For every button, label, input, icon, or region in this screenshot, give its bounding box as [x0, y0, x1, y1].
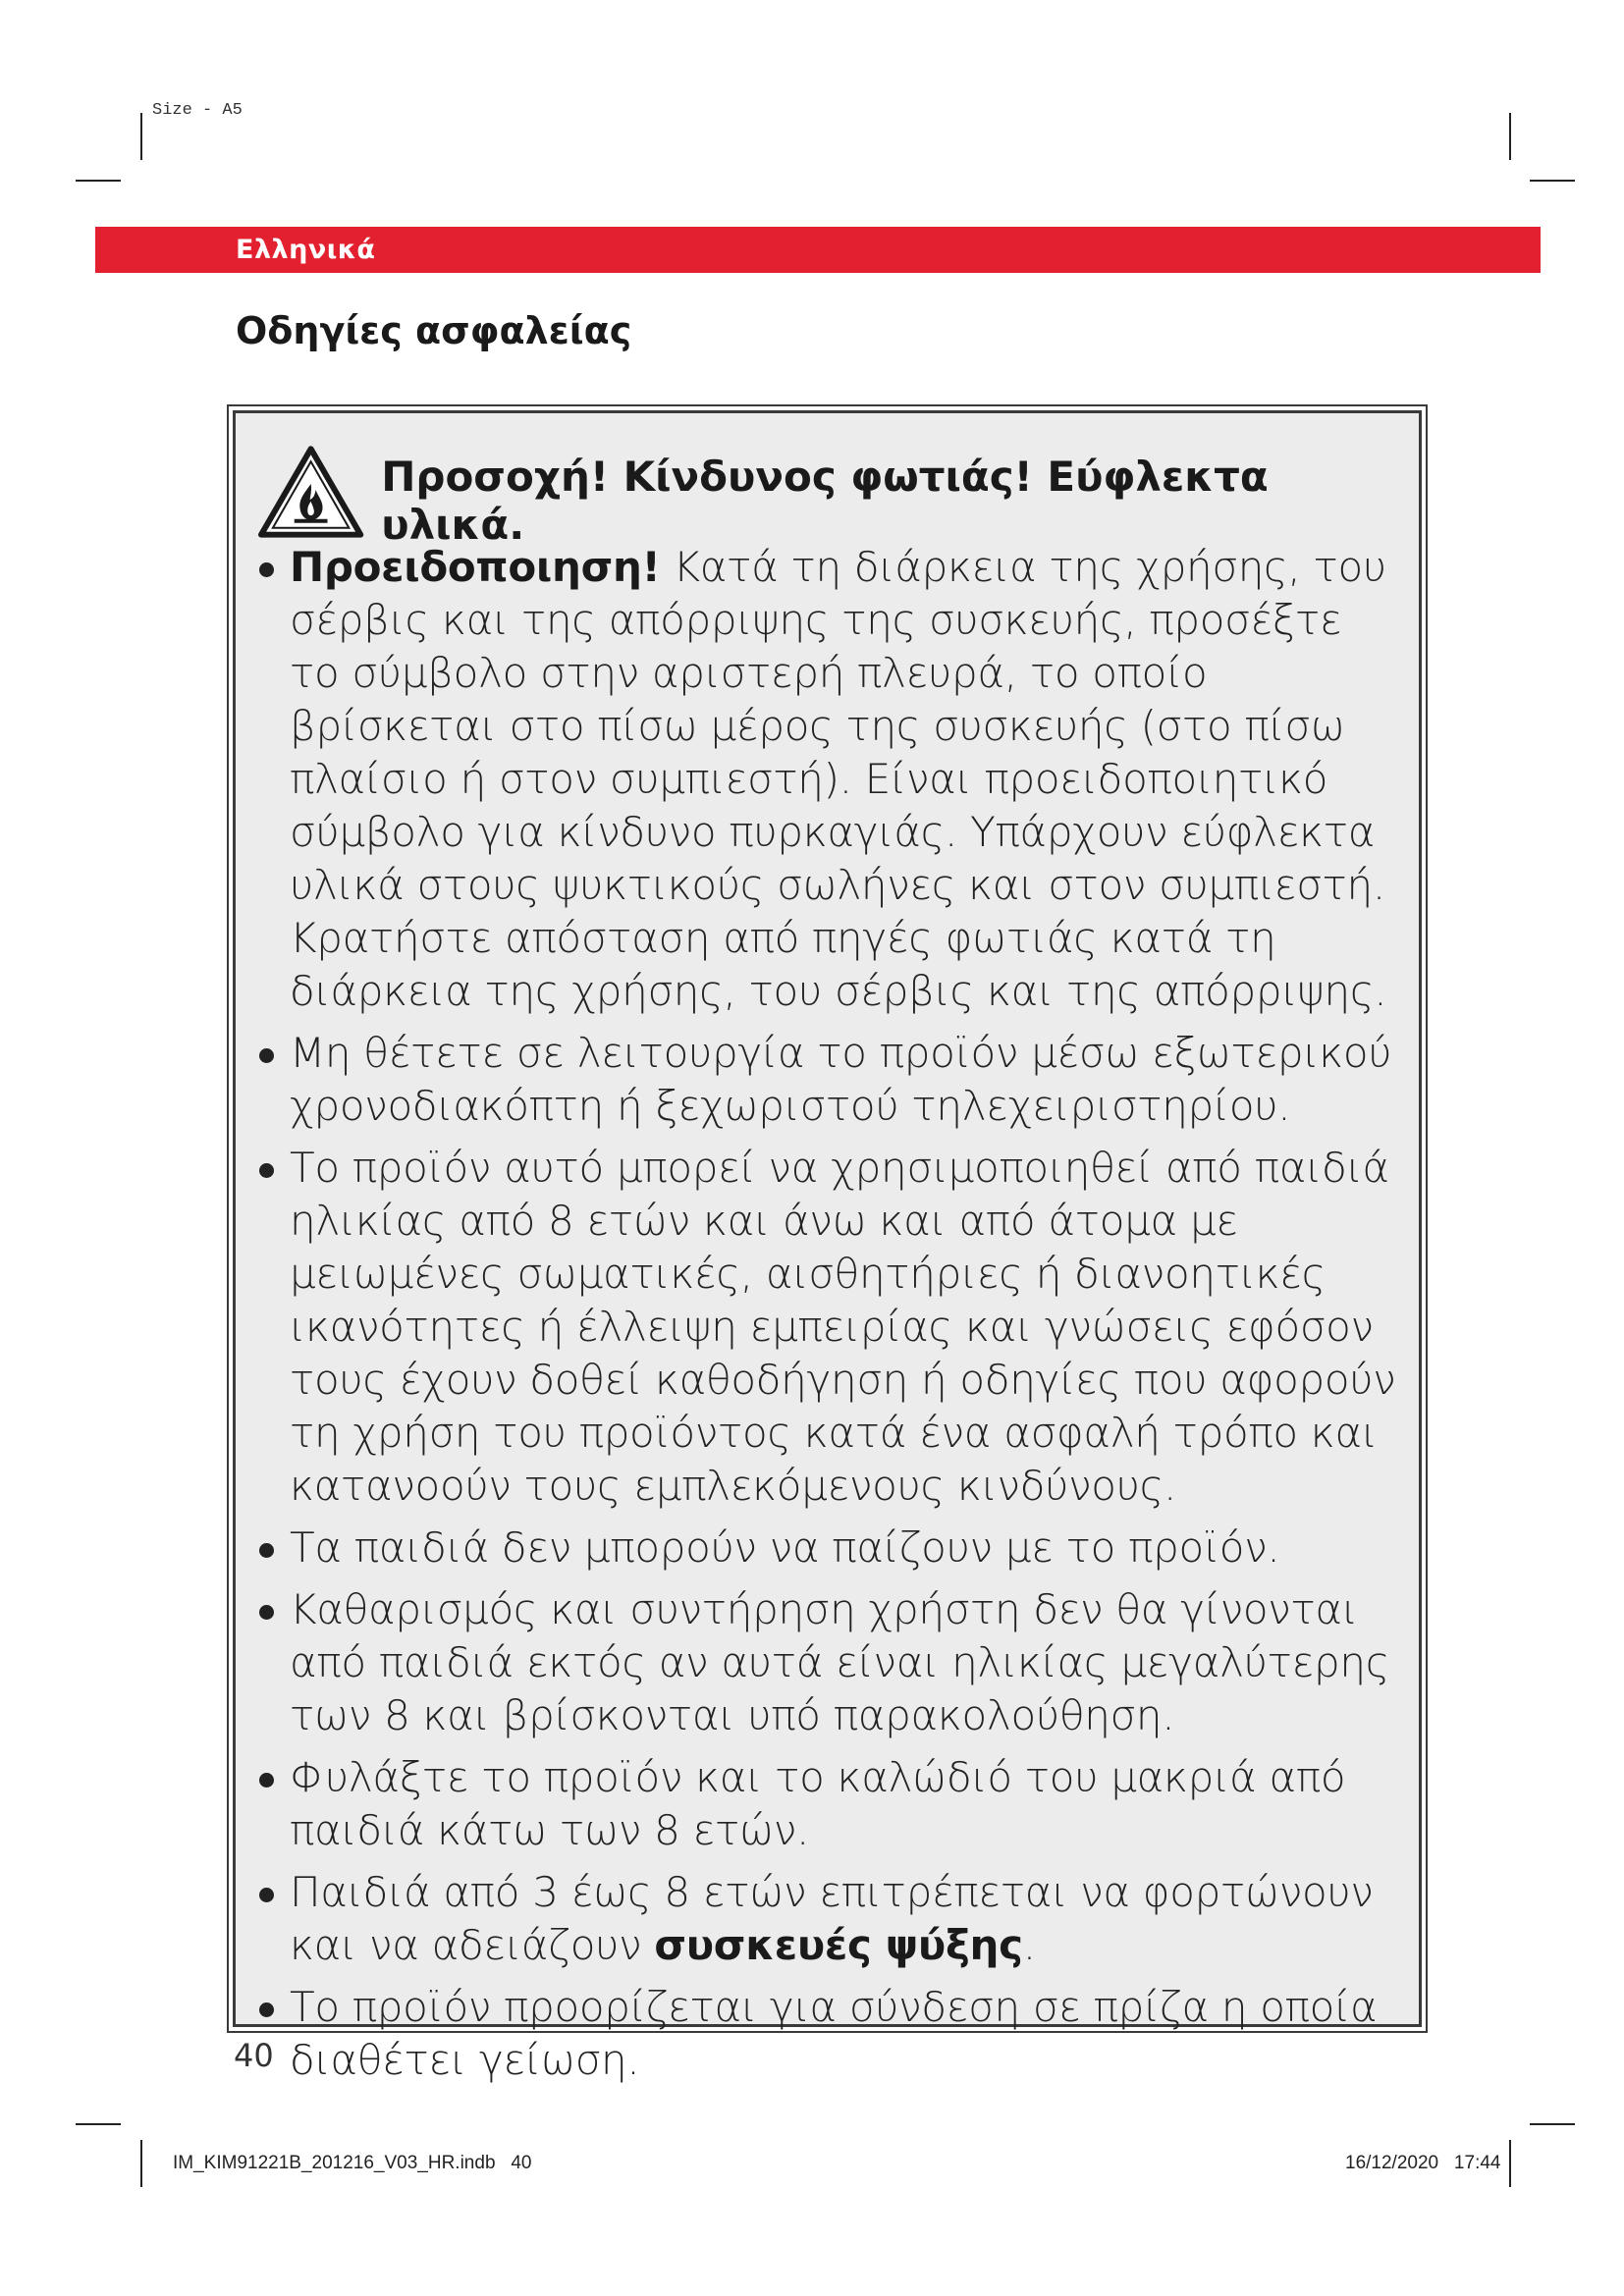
footer-date: 16/12/2020 17:44 [1345, 2153, 1501, 2173]
warning-lead: Προειδοποιηση! [290, 543, 661, 591]
safety-item-text: Μη θέτετε σε λειτουργία το προϊόν μέσω εξωτερικού χρονοδιακόπτη ή ξεχωριστού τηλεχειριστηρίου. [290, 1029, 1392, 1130]
safety-item [255, 541, 1402, 1018]
safety-item [255, 1751, 1402, 1857]
crop-mark [1530, 180, 1575, 182]
crop-mark [140, 113, 142, 160]
footer-file-name: IM_KIM91221B_201216_V03_HR.indb 40 [173, 2153, 532, 2173]
safety-item-text: . [1022, 1921, 1036, 1969]
safety-item [255, 1981, 1402, 2087]
safety-item-text: Τα παιδιά δεν μπορούν να παίζουν με το προϊόν. [290, 1523, 1280, 1572]
warning-title: Προσοχή! Κίνδυνος φωτιάς! Εύφλεκτα υλικά. [381, 453, 1269, 549]
safety-item [255, 1583, 1402, 1742]
language-label: Ελληνικά [236, 235, 376, 265]
safety-item [255, 1522, 1402, 1575]
crop-mark [1530, 2123, 1575, 2125]
section-title: Οδηγίες ασφαλείας [236, 309, 632, 352]
safety-item [255, 1027, 1402, 1133]
crop-mark [140, 2140, 142, 2187]
emphasis-text: συσκευές ψύξης [654, 1921, 1023, 1969]
safety-list [255, 541, 1402, 2096]
safety-item-text: Κατά τη διάρκεια της χρήσης, του σέρβις και της απόρριψης της συσκευής, προσέξτε το σύμβολο στην αριστερή πλευρά, το οποίο βρίσκεται στο πίσω μέρος της συσκευής (στο πίσω πλαίσιο ή στον συμπιεστή). Είναι προειδοποιητικό σύμβολο για κίνδυνο πυρκαγιάς. Υπάρχουν εύφλεκτα υλικά στους ψυκτικούς σωλήνες και στον συμπιεστή. Κρατήστε απόσταση από πηγές φωτιάς κατά τη διάρκεια της χρήσης, του σέρβις και της απόρριψης. [290, 543, 1387, 1015]
safety-item-text: Καθαρισμός και συντήρηση χρήστη δεν θα γίνονται από παιδιά εκτός αν αυτά είναι ηλικίας μεγαλύτερης των 8 και βρίσκονται υπό παρακολούθηση. [290, 1585, 1390, 1739]
safety-item-text: Παιδιά από 3 έως 8 ετών επιτρέπεται να φορτώνουν και να αδειάζουν [290, 1868, 1374, 1969]
safety-item-text: Το προϊόν προορίζεται για σύνδεση σε πρίζα η οποία διαθέτει γείωση. [290, 1983, 1378, 2084]
crop-mark [76, 2123, 121, 2125]
crop-mark [1509, 2140, 1511, 2187]
size-label: Size - A5 [152, 101, 243, 120]
language-band [95, 227, 1541, 273]
crop-mark [76, 180, 121, 182]
warning-header [257, 435, 1419, 549]
safety-item [255, 1142, 1402, 1513]
safety-item-text: Το προϊόν αυτό μπορεί να χρησιμοποιηθεί από παιδιά ηλικίας από 8 ετών και άνω και από άτομα με μειωμένες σωματικές, αισθητήριες ή διανοητικές ικανότητες ή έλλειψη εμπειρίας και γνώσεις εφόσον τους έχουν δοθεί καθοδήγηση ή οδηγίες που αφορούν τη χρήση του προϊόντος κατά ένα ασφαλή τρόπο και κατανοούν τους εμπλεκόμενους κινδύνους. [290, 1144, 1396, 1510]
safety-item-text: Φυλάξτε το προϊόν και το καλώδιό του μακριά από παιδιά κάτω των 8 ετών. [290, 1753, 1346, 1854]
safety-item [255, 1866, 1402, 1972]
crop-mark [1509, 113, 1511, 160]
page-number: 40 [234, 2037, 274, 2074]
flammable-warning-triangle-icon [257, 445, 364, 539]
